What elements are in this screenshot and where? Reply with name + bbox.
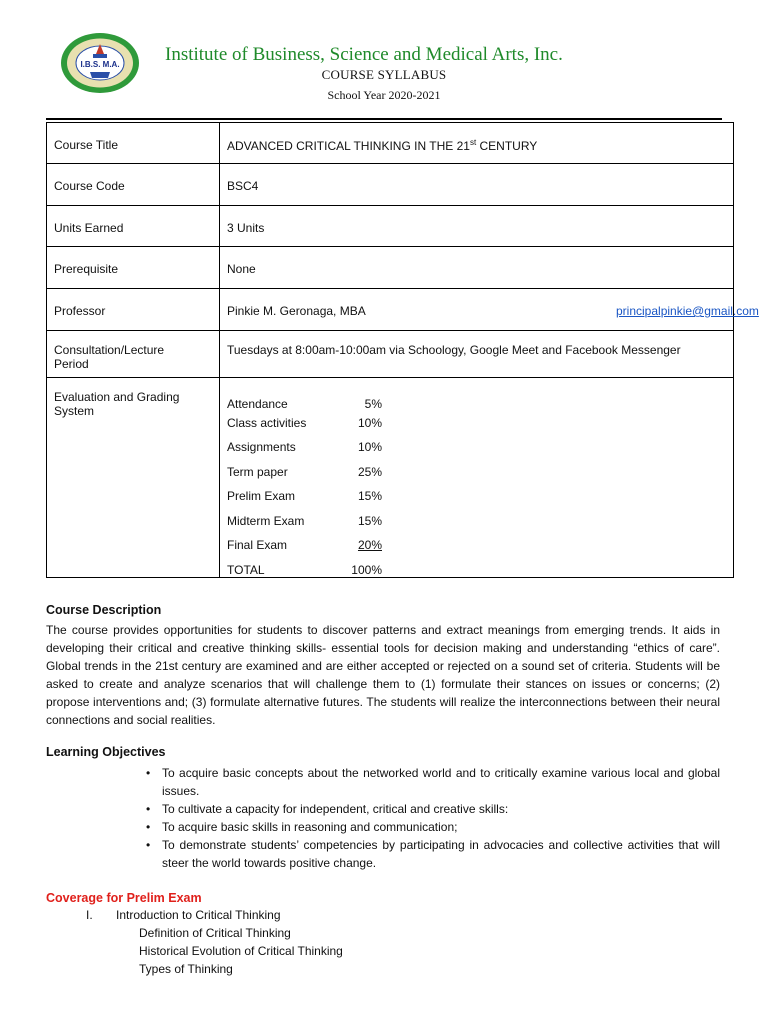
consultation-label-line1: Consultation/Lecture: [54, 343, 165, 357]
bullet-icon: •: [146, 766, 151, 780]
table-row: [47, 378, 734, 578]
course-description-heading: Course Description: [46, 603, 162, 617]
professor-label: Professor: [54, 304, 106, 318]
list-item: • To acquire basic skills in reasoning and communication;: [146, 820, 458, 834]
list-item: • To cultivate a capacity for independent, critical and creative skills:: [146, 802, 509, 816]
grading-row: Class activities 10%: [227, 415, 382, 430]
table-row: [47, 206, 734, 247]
units-value: 3 Units: [227, 221, 265, 235]
bullet-icon: •: [146, 820, 151, 834]
professor-email-link[interactable]: principalpinkie@gmail.com: [616, 304, 759, 318]
outline-subtopic: Definition of Critical Thinking: [139, 926, 291, 940]
bullet-icon: •: [146, 802, 151, 816]
learning-objectives-list: [116, 764, 720, 872]
outline-topic: Introduction to Critical Thinking: [116, 908, 281, 922]
course-title-value: ADVANCED CRITICAL THINKING IN THE 21st CENTURY: [227, 138, 538, 153]
header-rule: [46, 118, 722, 120]
consultation-label-line2: Period: [54, 357, 89, 371]
logo-text: I.B.S. M.A.: [80, 60, 120, 69]
outline-subtopic: Types of Thinking: [139, 962, 233, 976]
professor-name: Pinkie M. Geronaga, MBA: [227, 304, 366, 318]
table-row: [47, 289, 734, 331]
professor-cell: [227, 289, 759, 318]
grading-list: [227, 386, 726, 577]
prerequisite-value: None: [227, 262, 256, 276]
bullet-icon: •: [146, 838, 151, 852]
prerequisite-label: Prerequisite: [54, 262, 119, 276]
grading-total-row: TOTAL 100%: [227, 562, 382, 577]
coverage-heading: Coverage for Prelim Exam: [46, 891, 202, 905]
table-row: [47, 247, 734, 289]
outline-subtopic: Historical Evolution of Critical Thinking: [139, 944, 343, 958]
grading-row: Final Exam 20%: [227, 538, 382, 552]
grading-row: Term paper 25%: [227, 464, 382, 479]
institution-name: Institute of Business, Science and Medical Arts, Inc.: [165, 44, 563, 65]
grading-row: Prelim Exam 15%: [227, 489, 382, 503]
learning-objectives-heading: Learning Objectives: [46, 745, 166, 759]
institution-logo: [60, 32, 140, 94]
school-year: School Year 2020-2021: [327, 88, 441, 102]
grading-row: Midterm Exam 15%: [227, 513, 382, 528]
list-item: • To acquire basic concepts about the networked world and to critically examine various local and global issues.: [146, 766, 720, 798]
course-code-value: BSC4: [227, 179, 259, 193]
grading-row: Assignments 10%: [227, 440, 382, 454]
evaluation-label-line1: Evaluation and Grading: [54, 390, 180, 404]
grading-row: Attendance 5%: [227, 396, 382, 411]
list-item: • To demonstrate students’ competencies by participating in advocacies and collective activities that will steer the world towards positive change.: [146, 838, 720, 870]
table-row: [47, 331, 734, 378]
document-title: COURSE SYLLABUS: [321, 67, 447, 82]
course-title-label: Course Title: [54, 138, 119, 152]
course-description-body: The course provides opportunities for students to discover patterns and extract meanings from emerging trends. It aids in developing their critical and creative thinking skills- essential tools for decision making and understanding “ethics of care”. Global trends in the 21st century are examined and are either accepted or rejected on a sound set of criteria. Students will be asked to create and analyze scenarios that will challenge them to (1) formulate their stances on issues or concerns; (2) propose interventions and; (3) formulate alternative futures. The students will realize the interconnections between their neural connections and social realities.: [46, 623, 720, 727]
outline-numeral: I.: [86, 908, 93, 922]
table-row: [47, 123, 734, 164]
evaluation-label-line2: System: [54, 404, 95, 418]
table-row: [47, 164, 734, 206]
consultation-value: Tuesdays at 8:00am-10:00am via Schoology, Google Meet and Facebook Messenger: [227, 343, 681, 357]
units-label: Units Earned: [54, 221, 124, 235]
course-info-table: [46, 122, 759, 578]
course-code-label: Course Code: [54, 179, 125, 193]
